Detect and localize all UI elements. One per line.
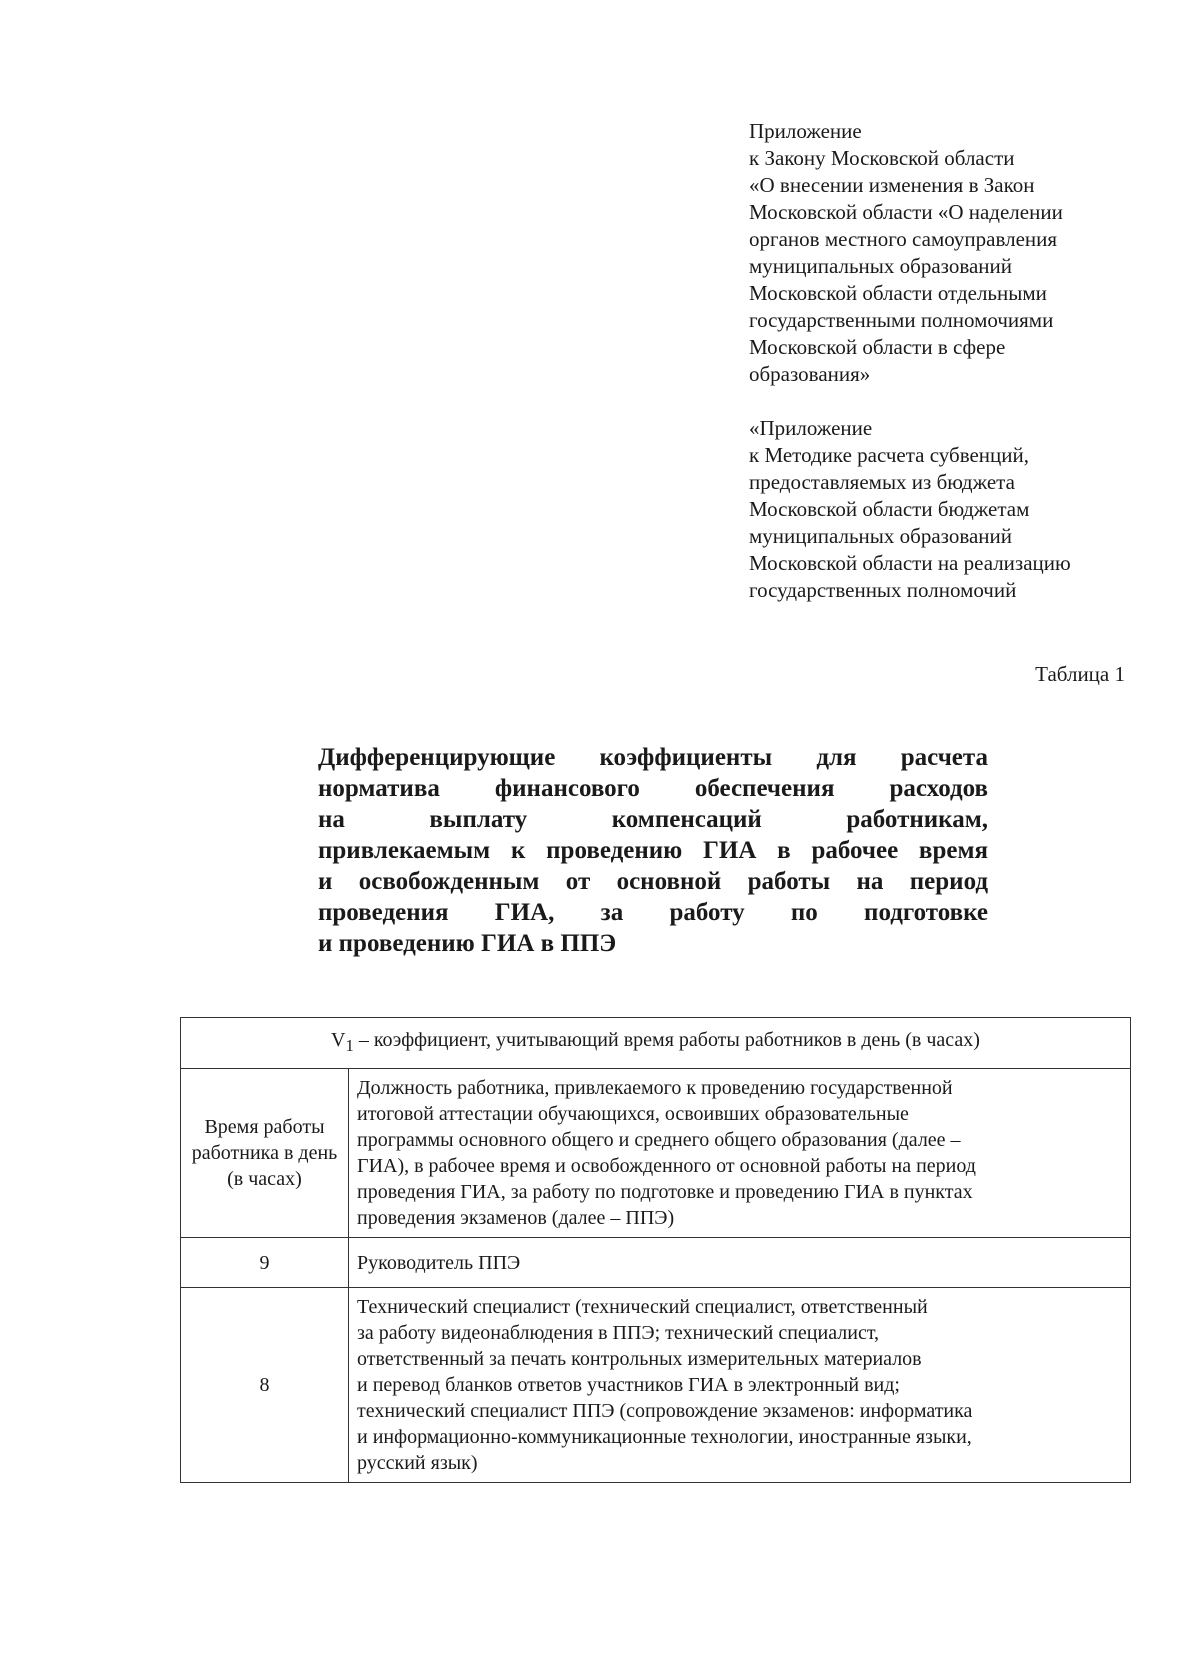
position-column-header: [349, 1069, 1131, 1238]
annex-line: Московской области отдельными: [749, 281, 1047, 305]
annex-line: Московской области на реализацию: [749, 551, 1071, 575]
annex-line: Приложение: [749, 119, 862, 143]
annex-line: Московской области бюджетам: [749, 497, 1030, 521]
title-line: проведения ГИА, за работу по подготовке: [318, 899, 988, 926]
position-header-line: итоговой аттестации обучающихся, освоивших образовательные: [357, 1103, 909, 1125]
table-header-cell: [181, 1018, 1131, 1069]
coefficient-subscript: 1: [345, 1036, 354, 1055]
position-line: технический специалист ППЭ (сопровождение экзаменов: информатика: [357, 1400, 973, 1422]
annex-line: Московской области в сфере: [749, 335, 1006, 359]
title-line: привлекаемым к проведению ГИА в рабочее время: [318, 837, 988, 864]
position-header-line: Должность работника, привлекаемого к проведению государственной: [357, 1077, 953, 1099]
annex-header: [749, 118, 1169, 604]
hours-cell: 8: [181, 1288, 349, 1483]
annex-gap: [749, 388, 1169, 415]
hours-cell: 9: [181, 1238, 349, 1288]
annex-line: государственных полномочий: [749, 578, 1017, 602]
annex-line: «О внесении изменения в Закон: [749, 173, 1035, 197]
position-cell: [349, 1238, 1131, 1288]
annex-line: муниципальных образований: [749, 524, 1012, 548]
annex-line: образования»: [749, 362, 871, 386]
annex-line: муниципальных образований: [749, 254, 1012, 278]
annex-line: Московской области «О наделении: [749, 200, 1063, 224]
title-line: и проведению ГИА в ППЭ: [318, 930, 617, 957]
table-number-label: Таблица 1: [1035, 662, 1125, 686]
position-line: Технический специалист (технический специалист, ответственный: [357, 1296, 928, 1318]
annex-line: государственными полномочиями: [749, 308, 1054, 332]
position-header-line: проведения ГИА, за работу по подготовке и проведению ГИА в пунктах: [357, 1181, 973, 1203]
coefficient-description: – коэффициент, учитывающий время работы работников в день (в часах): [353, 1029, 980, 1051]
title-line: норматива финансового обеспечения расходов: [318, 775, 988, 802]
annex-line: «Приложение: [749, 416, 873, 440]
hours-column-header: Время работы работника в день (в часах): [181, 1069, 349, 1238]
title-line: на выплату компенсаций работникам,: [318, 806, 988, 833]
position-line: ответственный за печать контрольных измерительных материалов: [357, 1348, 922, 1370]
position-line: Руководитель ППЭ: [357, 1251, 521, 1274]
table-column-header-row: [181, 1069, 1131, 1238]
position-line: и информационно-коммуникационные технологии, иностранные языки,: [357, 1426, 972, 1448]
coefficient-table: [180, 1017, 1131, 1483]
table-header-row: [181, 1018, 1131, 1069]
position-header-line: проведения экзаменов (далее – ППЭ): [357, 1207, 675, 1229]
coefficient-symbol: V: [331, 1029, 346, 1051]
annex-line: органов местного самоуправления: [749, 227, 1058, 251]
position-header-line: ГИА), в рабочее время и освобожденного от основной работы на период: [357, 1155, 976, 1177]
title-line: и освобожденным от основной работы на период: [318, 868, 988, 895]
annex-line: к Закону Московской области: [749, 146, 1015, 170]
annex-line: предоставляемых из бюджета: [749, 470, 1015, 494]
document-title: [318, 742, 988, 959]
position-line: русский язык): [357, 1452, 478, 1474]
table-row: [181, 1238, 1131, 1288]
table-row: [181, 1288, 1131, 1483]
position-line: за работу видеонаблюдения в ППЭ; технический специалист,: [357, 1322, 880, 1344]
position-header-line: программы основного общего и среднего общего образования (далее –: [357, 1129, 961, 1151]
position-cell: [349, 1288, 1131, 1483]
annex-line: к Методике расчета субвенций,: [749, 443, 1030, 467]
title-line: Дифференцирующие коэффициенты для расчета: [318, 744, 988, 771]
position-line: и перевод бланков ответов участников ГИА в электронный вид;: [357, 1374, 900, 1396]
